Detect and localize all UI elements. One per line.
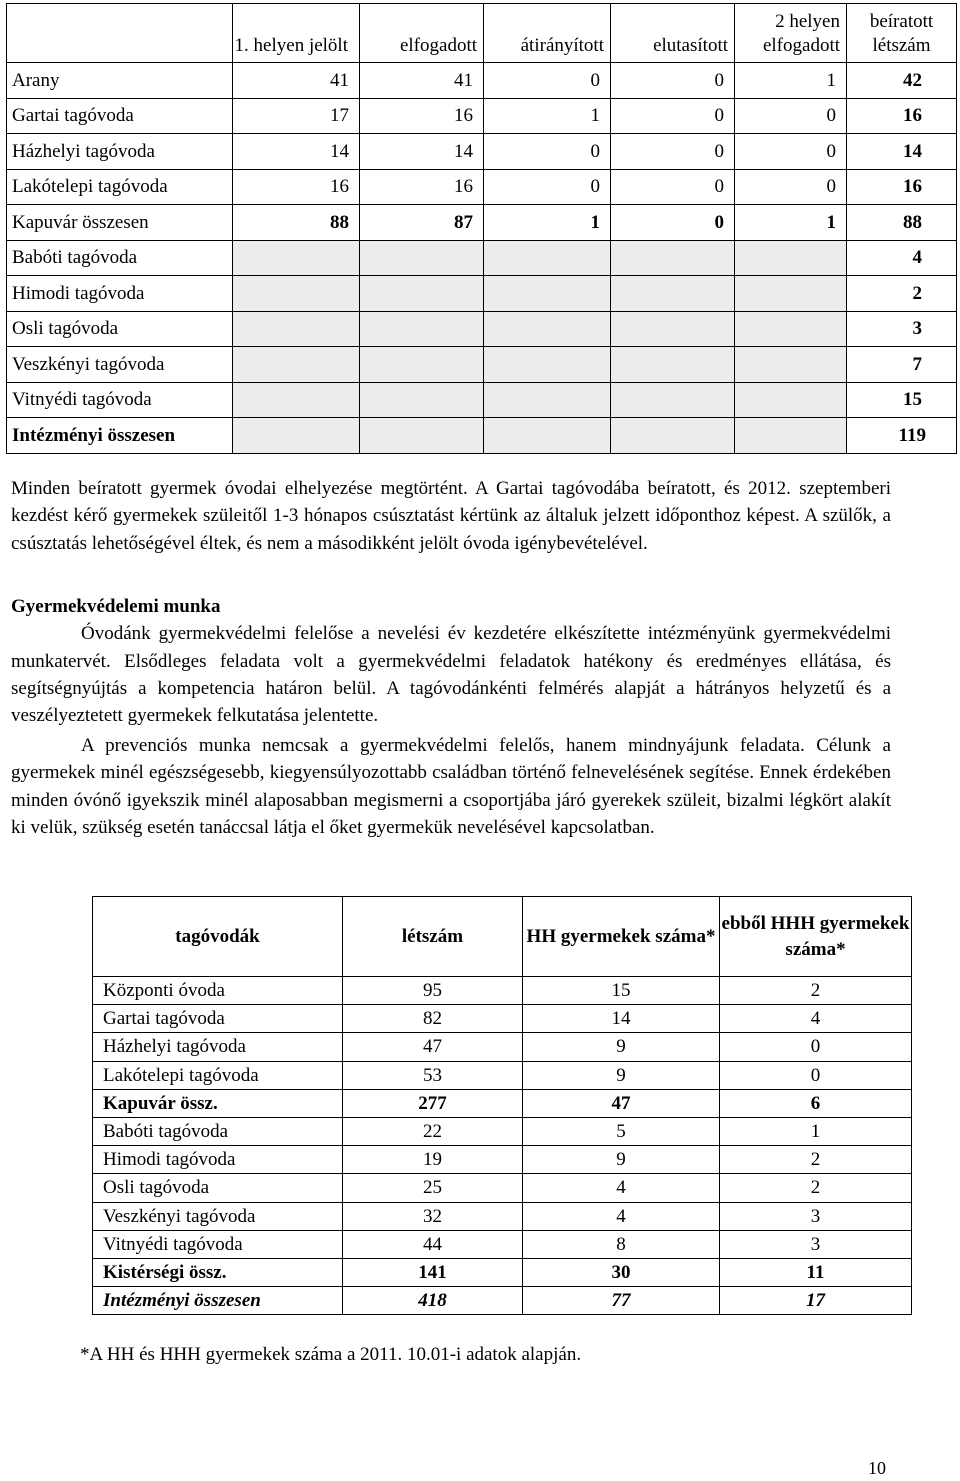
empty-cell [233, 418, 360, 454]
table-row [7, 276, 957, 312]
table-cell: 16 [360, 169, 484, 205]
table-row [7, 134, 957, 170]
table-cell: 88 [233, 205, 360, 241]
empty-cell [611, 276, 735, 312]
empty-cell [611, 347, 735, 383]
row-label: Házhelyi tagóvoda [93, 1033, 343, 1061]
row-label: Vitnyédi tagóvoda [7, 382, 233, 418]
header-rejected: elutasított [611, 4, 735, 63]
header-kindergartens: tagóvodák [93, 897, 343, 977]
admission-table-header [7, 4, 957, 63]
table-cell: 17 [233, 98, 360, 134]
table-cell: 15 [523, 977, 720, 1005]
table-cell: 0 [735, 98, 847, 134]
table-cell: 4 [523, 1202, 720, 1230]
empty-cell [611, 240, 735, 276]
header-enrolled: beíratott létszám [847, 4, 957, 63]
total-cell: 7 [847, 347, 957, 383]
table-cell: 0 [720, 1033, 912, 1061]
table-cell: 0 [611, 169, 735, 205]
empty-cell [735, 418, 847, 454]
paragraph-placement [11, 475, 891, 557]
paragraph-text: Minden beíratott gyermek óvodai elhelyezése megtörtént. A Gartai tagóvodába beíratott, és 2012. szeptemberi kezdést kérő gyermekek szüleitől 1-3 hónapos csúsztatást kértünk az általuk jelzett időponthoz képest. A szülők, a csúsztatás lehetőségével éltek, és nem a másodikként jelölt óvoda igénybevételével. [11, 478, 891, 554]
table-cell: 77 [523, 1287, 720, 1315]
table-cell: 2 [720, 1146, 912, 1174]
row-label: Lakótelepi tagóvoda [7, 169, 233, 205]
row-label: Babóti tagóvoda [93, 1117, 343, 1145]
table-footnote: *A HH és HHH gyermekek száma a 2011. 10.01-i adatok alapján. [80, 1344, 582, 1365]
table-cell: 2 [720, 1174, 912, 1202]
header-hh-count: HH gyermekek száma* [523, 897, 720, 977]
row-label: Intézményi összesen [93, 1287, 343, 1315]
table-cell: 42 [847, 63, 957, 99]
empty-cell [233, 382, 360, 418]
table-row [93, 977, 912, 1005]
empty-cell [611, 311, 735, 347]
empty-cell [735, 311, 847, 347]
row-label: Kapuvár össz. [93, 1089, 343, 1117]
empty-cell [233, 311, 360, 347]
table-cell: 41 [233, 63, 360, 99]
total-cell: 119 [847, 418, 957, 454]
table-cell: 4 [523, 1174, 720, 1202]
total-cell: 15 [847, 382, 957, 418]
table-cell: 14 [360, 134, 484, 170]
empty-cell [484, 276, 611, 312]
header-redirected: átirányított [484, 4, 611, 63]
row-label: Gartai tagóvoda [7, 98, 233, 134]
table-cell: 0 [611, 205, 735, 241]
empty-cell [484, 347, 611, 383]
table-cell: 0 [484, 169, 611, 205]
table-cell: 87 [360, 205, 484, 241]
table-row [93, 1061, 912, 1089]
row-label: Kistérségi össz. [93, 1258, 343, 1286]
empty-cell [360, 276, 484, 312]
empty-cell [484, 418, 611, 454]
table-cell: 1 [484, 98, 611, 134]
admission-table [6, 3, 957, 454]
table-cell: 3 [720, 1202, 912, 1230]
table-row [93, 1202, 912, 1230]
row-label: Központi óvoda [93, 977, 343, 1005]
empty-cell [611, 418, 735, 454]
row-label: Gartai tagóvoda [93, 1005, 343, 1033]
table-cell: 9 [523, 1033, 720, 1061]
row-label: Házhelyi tagóvoda [7, 134, 233, 170]
table-cell: 0 [735, 169, 847, 205]
table-row [7, 240, 957, 276]
table-cell: 32 [343, 1202, 523, 1230]
table-cell: 4 [720, 1005, 912, 1033]
table-cell: 14 [847, 134, 957, 170]
table-row [7, 418, 957, 454]
table-row [7, 311, 957, 347]
table-cell: 82 [343, 1005, 523, 1033]
header-empty [7, 4, 233, 63]
row-label: Babóti tagóvoda [7, 240, 233, 276]
empty-cell [735, 347, 847, 383]
empty-cell [735, 240, 847, 276]
table-row [93, 1174, 912, 1202]
total-cell: 4 [847, 240, 957, 276]
table-cell: 9 [523, 1146, 720, 1174]
row-label: Osli tagóvoda [93, 1174, 343, 1202]
table-cell: 11 [720, 1258, 912, 1286]
table-row [7, 169, 957, 205]
table-cell: 16 [360, 98, 484, 134]
table-cell: 5 [523, 1117, 720, 1145]
section-child-protection [11, 593, 891, 729]
total-cell: 2 [847, 276, 957, 312]
table-row [93, 1287, 912, 1315]
empty-cell [611, 382, 735, 418]
table-cell: 0 [484, 63, 611, 99]
table-cell: 1 [735, 205, 847, 241]
table-cell: 30 [523, 1258, 720, 1286]
table-row [7, 382, 957, 418]
table-row [7, 347, 957, 383]
page-number: 10 [868, 1458, 886, 1478]
empty-cell [735, 382, 847, 418]
row-label: Vitnyédi tagóvoda [93, 1230, 343, 1258]
table-cell: 14 [233, 134, 360, 170]
row-label: Veszkényi tagóvoda [7, 347, 233, 383]
table-cell: 0 [611, 98, 735, 134]
total-cell: 3 [847, 311, 957, 347]
table-row [93, 1089, 912, 1117]
row-label: Kapuvár összesen [7, 205, 233, 241]
header-hhh-count: ebből HHH gyermekek száma* [720, 897, 912, 977]
table-cell: 19 [343, 1146, 523, 1174]
table-cell: 22 [343, 1117, 523, 1145]
table-cell: 16 [847, 98, 957, 134]
row-label: Arany [7, 63, 233, 99]
row-label: Veszkényi tagóvoda [93, 1202, 343, 1230]
table-cell: 8 [523, 1230, 720, 1258]
empty-cell [360, 240, 484, 276]
empty-cell [233, 276, 360, 312]
table-cell: 0 [484, 134, 611, 170]
table-cell: 3 [720, 1230, 912, 1258]
empty-cell [484, 382, 611, 418]
table-cell: 0 [611, 134, 735, 170]
header-first-choice: 1. helyen jelölt [233, 4, 360, 63]
empty-cell [360, 418, 484, 454]
table-row [93, 1005, 912, 1033]
table-cell: 47 [523, 1089, 720, 1117]
table-cell: 53 [343, 1061, 523, 1089]
paragraph-prevention [11, 732, 891, 841]
table-cell: 47 [343, 1033, 523, 1061]
header-second-choice: 2 helyen elfogadott [735, 4, 847, 63]
table-row [93, 1258, 912, 1286]
table-cell: 25 [343, 1174, 523, 1202]
disadvantaged-table-header [93, 897, 912, 977]
empty-cell [484, 311, 611, 347]
row-label: Himodi tagóvoda [7, 276, 233, 312]
section-heading: Gyermekvédelemi munka [11, 596, 221, 617]
table-cell: 44 [343, 1230, 523, 1258]
table-cell: 1 [484, 205, 611, 241]
disadvantaged-children-table [92, 896, 912, 1315]
table-cell: 14 [523, 1005, 720, 1033]
empty-cell [360, 311, 484, 347]
table-row [93, 1117, 912, 1145]
paragraph-text: Óvodánk gyermekvédelmi felelőse a nevelési év kezdetére elkészítette intézményünk gyermekvédelmi munkatervét. Elsődleges feladata volt a gyermekvédelmi feladatok hatékony és eredményes ellátása, és segítségnyújtás a kompetencia határon belül. A tagóvodánkénti felmérés alapját a hátrányos helyzetű és a veszélyeztetett gyermekek felkutatása jelentette. [11, 623, 891, 727]
header-accepted: elfogadott [360, 4, 484, 63]
empty-cell [360, 347, 484, 383]
table-cell: 1 [720, 1117, 912, 1145]
table-row [93, 1230, 912, 1258]
row-label: Himodi tagóvoda [93, 1146, 343, 1174]
empty-cell [233, 347, 360, 383]
table-cell: 418 [343, 1287, 523, 1315]
paragraph-text: A prevenciós munka nemcsak a gyermekvédelmi felelős, hanem mindnyájunk feladata. Célunk a gyermekek minél egészségesebb, kiegyensúlyozottabb családban történő felnevelésének segítése. Ennek érdekében minden óvónő igyekszik minél alaposabban megismerni a csoportjába járó gyerekek szüleit, bizalmi légkört alakít ki velük, szükség esetén tanáccsal látja el őket gyermekük nevelésével kapcsolatban. [11, 735, 891, 838]
table-cell: 9 [523, 1061, 720, 1089]
table-cell: 0 [611, 63, 735, 99]
table-cell: 41 [360, 63, 484, 99]
table-cell: 6 [720, 1089, 912, 1117]
empty-cell [735, 276, 847, 312]
table-row [93, 1146, 912, 1174]
table-cell: 141 [343, 1258, 523, 1286]
table-cell: 277 [343, 1089, 523, 1117]
row-label: Intézményi összesen [7, 418, 233, 454]
empty-cell [360, 382, 484, 418]
table-cell: 95 [343, 977, 523, 1005]
empty-cell [484, 240, 611, 276]
header-headcount: létszám [343, 897, 523, 977]
table-cell: 16 [233, 169, 360, 205]
table-cell: 1 [735, 63, 847, 99]
table-cell: 0 [735, 134, 847, 170]
table-row [93, 1033, 912, 1061]
table-row [7, 205, 957, 241]
empty-cell [233, 240, 360, 276]
row-label: Osli tagóvoda [7, 311, 233, 347]
table-row [7, 98, 957, 134]
table-cell: 16 [847, 169, 957, 205]
table-cell: 0 [720, 1061, 912, 1089]
table-row [7, 63, 957, 99]
row-label: Lakótelepi tagóvoda [93, 1061, 343, 1089]
table-cell: 17 [720, 1287, 912, 1315]
table-cell: 2 [720, 977, 912, 1005]
table-cell: 88 [847, 205, 957, 241]
